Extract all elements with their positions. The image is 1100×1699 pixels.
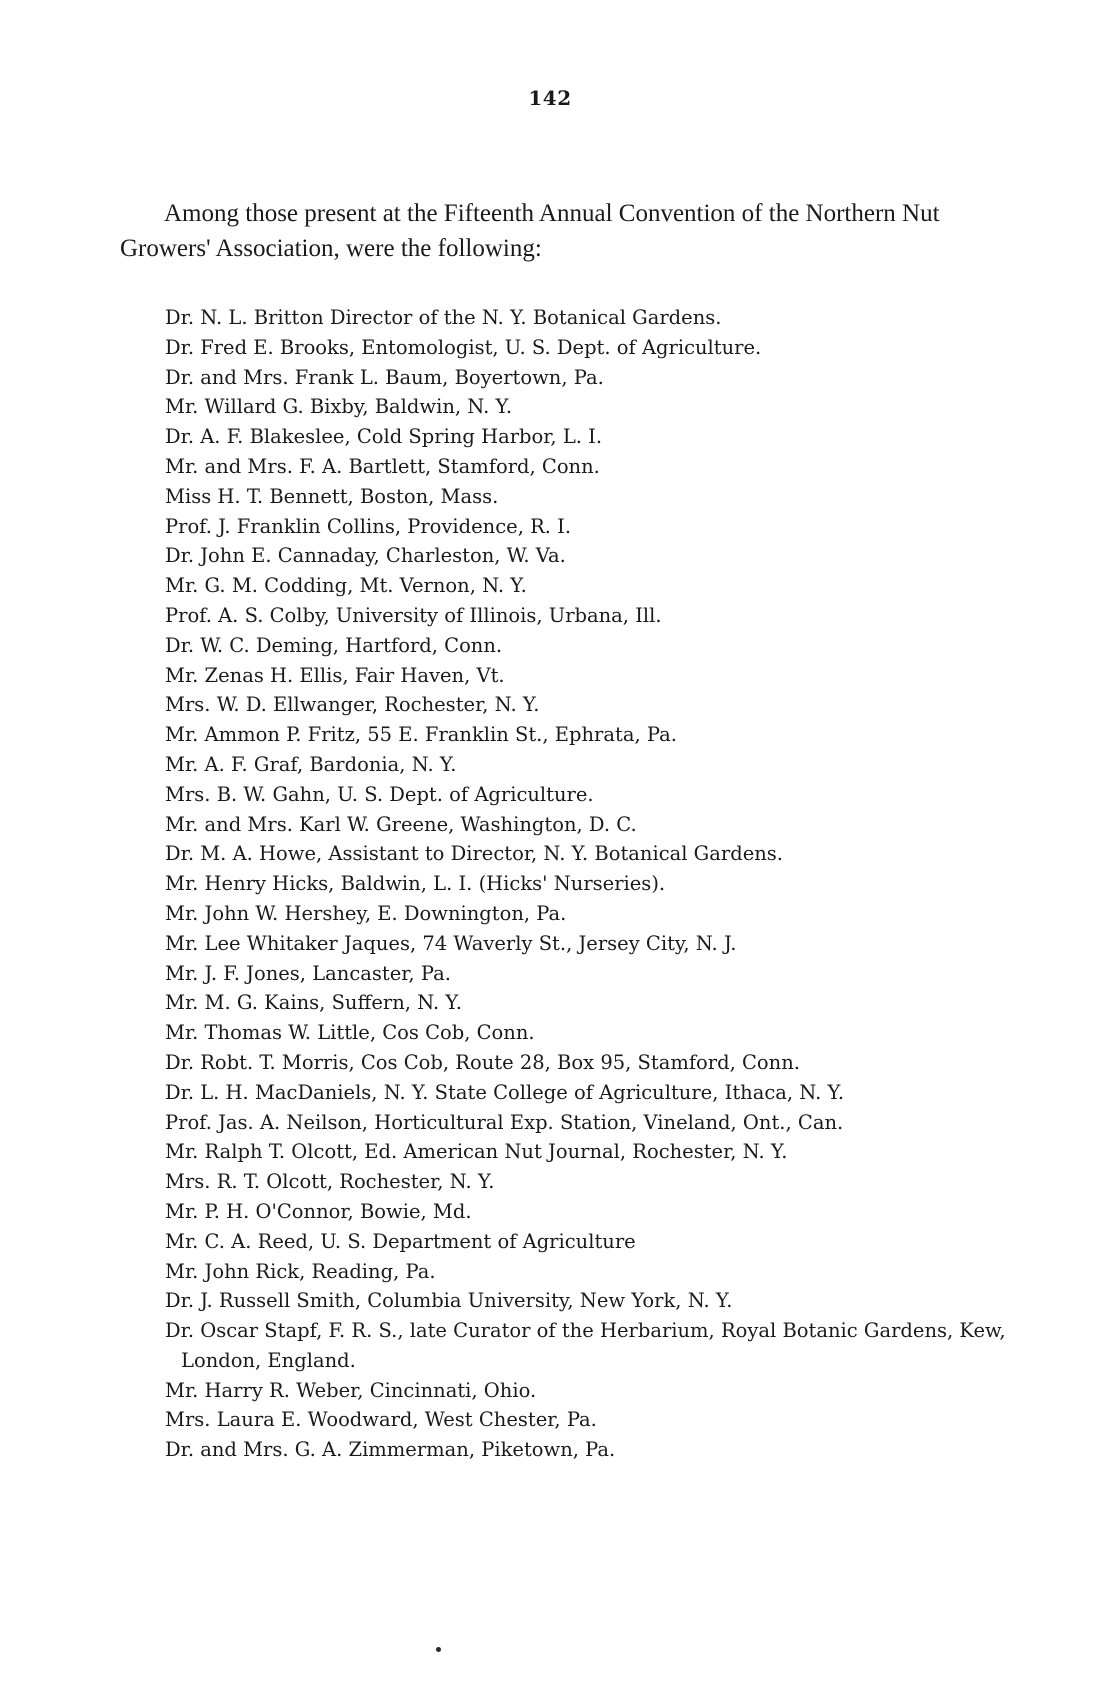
attendee-entry: Dr. Robt. T. Morris, Cos Cob, Route 28, Box 95, Stamford, Conn. bbox=[165, 1050, 800, 1074]
attendee-entry: Mr. Willard G. Bixby, Baldwin, N. Y. bbox=[165, 395, 513, 419]
attendee-entry: Dr. L. H. MacDaniels, N. Y. State College of Agriculture, Ithaca, N. Y. bbox=[165, 1080, 845, 1104]
attendee-entry: Mr. Ammon P. Fritz, 55 E. Franklin St., Ephrata, Pa. bbox=[165, 723, 677, 747]
attendee-entry: Dr. Oscar Stapf, F. R. S., late Curator of the Herbarium, Royal Botanic Gardens, Kew, London, England. bbox=[165, 1319, 1006, 1372]
attendee-entry: Mr. and Mrs. Karl W. Greene, Washington, D. C. bbox=[165, 812, 637, 836]
attendee-entry: Mr. Ralph T. Olcott, Ed. American Nut Journal, Rochester, N. Y. bbox=[165, 1140, 788, 1164]
attendee-entry: Mr. C. A. Reed, U. S. Department of Agriculture bbox=[165, 1229, 636, 1253]
attendee-entry: Dr. M. A. Howe, Assistant to Director, N. Y. Botanical Gardens. bbox=[165, 842, 783, 866]
attendee-entry: Mr. Henry Hicks, Baldwin, L. I. (Hicks' Nurseries). bbox=[165, 872, 666, 896]
attendee-entry: Dr. W. C. Deming, Hartford, Conn. bbox=[165, 633, 503, 657]
attendee-entry: Dr. John E. Cannaday, Charleston, W. Va. bbox=[165, 544, 566, 568]
attendee-entry: Mr. Thomas W. Little, Cos Cob, Conn. bbox=[165, 1021, 535, 1045]
attendee-entry: Prof. A. S. Colby, University of Illinois, Urbana, Ill. bbox=[165, 603, 662, 627]
page-number: 142 bbox=[528, 86, 572, 110]
attendee-entry: Mr. Lee Whitaker Jaques, 74 Waverly St., Jersey City, N. J. bbox=[165, 931, 737, 955]
intro-paragraph: Among those present at the Fifteenth Annual Convention of the Northern Nut Growers' Association, were the following: bbox=[120, 200, 940, 262]
attendee-entry: Mrs. W. D. Ellwanger, Rochester, N. Y. bbox=[165, 693, 540, 717]
attendee-entry: Mrs. R. T. Olcott, Rochester, N. Y. bbox=[165, 1170, 495, 1194]
attendee-entry: Dr. A. F. Blakeslee, Cold Spring Harbor, L. I. bbox=[165, 425, 603, 449]
attendee-entry: Mr. Zenas H. Ellis, Fair Haven, Vt. bbox=[165, 663, 505, 687]
attendee-entry: Mr. G. M. Codding, Mt. Vernon, N. Y. bbox=[165, 574, 527, 598]
attendee-entry: Dr. Fred E. Brooks, Entomologist, U. S. Dept. of Agriculture. bbox=[165, 335, 762, 359]
attendee-entry: Mr. John W. Hershey, E. Downington, Pa. bbox=[165, 901, 567, 925]
print-speck bbox=[436, 1647, 441, 1652]
attendee-entry: Dr. and Mrs. Frank L. Baum, Boyertown, Pa. bbox=[165, 365, 604, 389]
attendee-list bbox=[165, 303, 1025, 1465]
attendee-entry: Prof. Jas. A. Neilson, Horticultural Exp. Station, Vineland, Ont., Can. bbox=[165, 1110, 844, 1134]
attendee-entry: Mr. and Mrs. F. A. Bartlett, Stamford, Conn. bbox=[165, 454, 600, 478]
attendee-entry: Mr. John Rick, Reading, Pa. bbox=[165, 1259, 436, 1283]
attendee-entry: Mr. P. H. O'Connor, Bowie, Md. bbox=[165, 1199, 472, 1223]
attendee-entry: Mrs. B. W. Gahn, U. S. Dept. of Agriculture. bbox=[165, 782, 594, 806]
attendee-entry: Mrs. Laura E. Woodward, West Chester, Pa. bbox=[165, 1408, 597, 1432]
attendee-entry: Dr. N. L. Britton Director of the N. Y. Botanical Gardens. bbox=[165, 306, 722, 329]
attendee-entry: Miss H. T. Bennett, Boston, Mass. bbox=[165, 484, 499, 508]
attendee-entry: Mr. Harry R. Weber, Cincinnati, Ohio. bbox=[165, 1378, 537, 1402]
attendee-entry: Dr. and Mrs. G. A. Zimmerman, Piketown, Pa. bbox=[165, 1438, 616, 1462]
attendee-entry: Dr. J. Russell Smith, Columbia University, New York, N. Y. bbox=[165, 1289, 733, 1313]
attendee-entry: Mr. J. F. Jones, Lancaster, Pa. bbox=[165, 961, 451, 985]
attendee-entry: Mr. M. G. Kains, Suffern, N. Y. bbox=[165, 991, 462, 1015]
attendee-entry: Prof. J. Franklin Collins, Providence, R. I. bbox=[165, 514, 572, 538]
attendee-entry: Mr. A. F. Graf, Bardonia, N. Y. bbox=[165, 752, 457, 776]
